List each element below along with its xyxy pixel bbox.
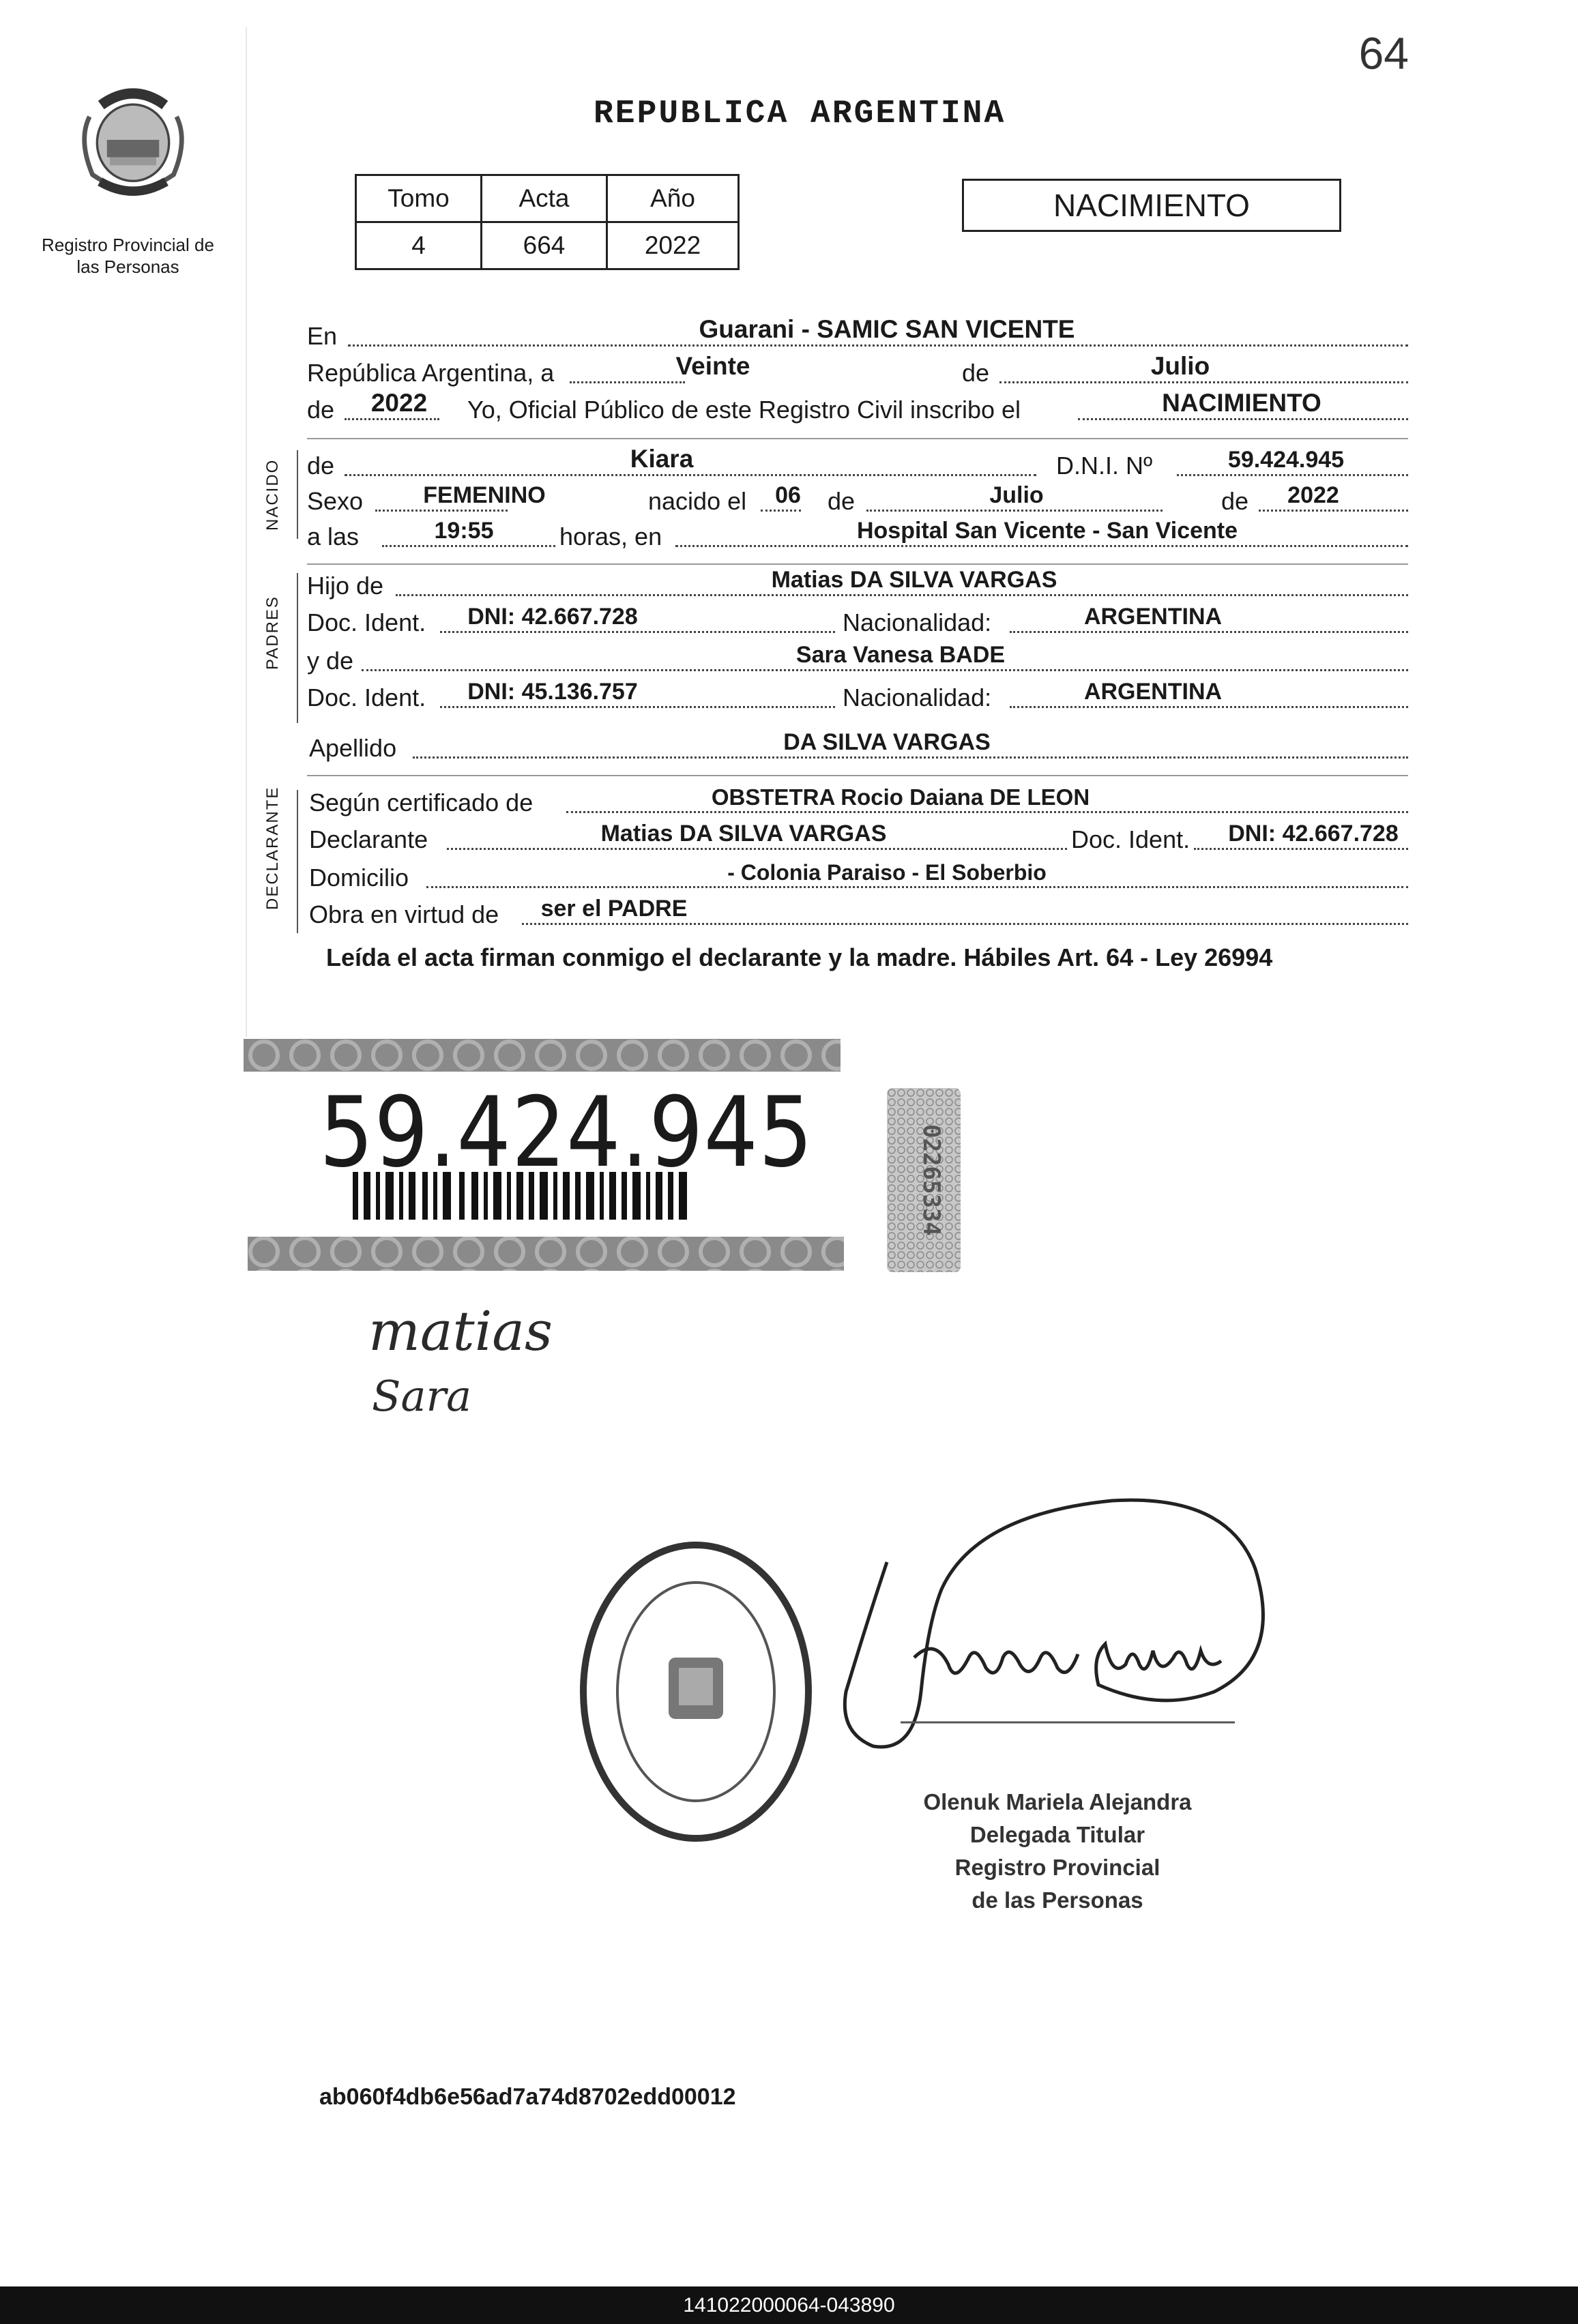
lugar-value: Guarani - SAMIC SAN VICENTE bbox=[699, 315, 1075, 343]
acto-value: NACIMIENTO bbox=[1162, 389, 1321, 417]
anio-value: 2022 bbox=[607, 222, 739, 269]
bottom-code-bar: 141022000064-043890 bbox=[0, 2286, 1578, 2324]
line-domicilio: Domicilio - Colonia Paraiso - El Soberbio bbox=[307, 862, 1408, 895]
mes-inscripcion: Julio bbox=[1150, 352, 1210, 380]
madre-value: Sara Vanesa BADE bbox=[795, 642, 1006, 668]
reference-table bbox=[355, 174, 740, 270]
madre-doc-value: DNI: 45.136.757 bbox=[467, 679, 638, 705]
registry-name: Registro Provincial de las Personas bbox=[42, 235, 214, 277]
mes-nacimiento: Julio bbox=[989, 482, 1044, 508]
closing-note: Leída el acta firman conmigo el declarante y la madre. Hábiles Art. 64 - Ley 26994 bbox=[326, 943, 1273, 971]
line-certificado: Según certificado de OBSTETRA Rocio Daiana DE LEON bbox=[307, 787, 1408, 820]
official-stamp bbox=[566, 1528, 825, 1855]
acta-value: 664 bbox=[482, 222, 607, 269]
hora-value: 19:55 bbox=[434, 518, 494, 544]
line-padre: Hijo de Matias DA SILVA VARGAS bbox=[307, 570, 1408, 603]
acta-header: Acta bbox=[482, 175, 607, 222]
domicilio-value: - Colonia Paraiso - El Soberbio bbox=[727, 860, 1047, 885]
dni-value: 59.424.945 bbox=[1227, 447, 1345, 473]
anio-inscripcion: 2022 bbox=[370, 389, 428, 417]
dia-inscripcion: Veinte bbox=[675, 352, 750, 380]
tomo-value: 4 bbox=[356, 222, 482, 269]
side-label-declarante: DECLARANTE bbox=[263, 786, 282, 910]
official-role: Delegada Titular bbox=[969, 1822, 1145, 1847]
document-title: REPUBLICA ARGENTINA bbox=[594, 95, 1006, 132]
obra-value: ser el PADRE bbox=[540, 896, 688, 922]
document-hash: ab060f4db6e56ad7a74d8702edd00012 bbox=[319, 2084, 736, 2110]
line-nombre: de Kiara D.N.I. Nº 59.424.945 bbox=[307, 450, 1408, 483]
document-type-box: NACIMIENTO bbox=[962, 179, 1341, 232]
line-madre: y de Sara Vanesa BADE bbox=[307, 645, 1408, 678]
padre-value: Matias DA SILVA VARGAS bbox=[771, 567, 1057, 593]
nombre-value: Kiara bbox=[630, 445, 694, 473]
official-office-2: de las Personas bbox=[971, 1887, 1143, 1913]
line-obra: Obra en virtud de ser el PADRE bbox=[307, 899, 1408, 932]
side-label-nacido: NACIDO bbox=[263, 458, 282, 531]
declarante-doc-value: DNI: 42.667.728 bbox=[1228, 821, 1399, 847]
padre-nacionalidad: ARGENTINA bbox=[1083, 604, 1223, 630]
side-label-padres: PADRES bbox=[263, 595, 282, 670]
province-seal-logo bbox=[55, 82, 211, 198]
line-hora: a las 19:55 horas, en Hospital San Vicente - San Vicente bbox=[307, 521, 1408, 554]
lugar-nacimiento: Hospital San Vicente - San Vicente bbox=[856, 518, 1238, 544]
line-republica: República Argentina, a Veinte de Julio bbox=[307, 357, 1408, 390]
line-apellido: Apellido DA SILVA VARGAS bbox=[307, 733, 1408, 765]
declarante-value: Matias DA SILVA VARGAS bbox=[600, 821, 887, 847]
line-declarante: Declarante Matias DA SILVA VARGAS Doc. Ident. DNI: 42.667.728 bbox=[307, 824, 1408, 857]
line-sexo: Sexo FEMENINO nacido el 06 de Julio de 2022 bbox=[307, 486, 1408, 518]
line-anio: de 2022 Yo, Oficial Público de este Registro Civil inscribo el NACIMIENTO bbox=[307, 394, 1408, 427]
official-name: Olenuk Mariela Alejandra bbox=[923, 1789, 1192, 1814]
line-en: En Guarani - SAMIC SAN VICENTE bbox=[307, 321, 1408, 353]
handwritten-sara: Sara bbox=[372, 1371, 472, 1421]
handwritten-matias: matias bbox=[368, 1299, 553, 1363]
line-padre-doc: Doc. Ident. DNI: 42.667.728 Nacionalidad: ARGENTINA bbox=[307, 607, 1408, 640]
padre-doc-value: DNI: 42.667.728 bbox=[467, 604, 638, 630]
page-number: 64 bbox=[1358, 28, 1409, 78]
hologram-seal bbox=[887, 1088, 961, 1272]
anio-header: Año bbox=[607, 175, 739, 222]
line-madre-doc: Doc. Ident. DNI: 45.136.757 Nacionalidad: ARGENTINA bbox=[307, 682, 1408, 715]
sticker-dni-number: 59.424.945 bbox=[319, 1076, 814, 1189]
tomo-header: Tomo bbox=[356, 175, 482, 222]
madre-nacionalidad: ARGENTINA bbox=[1083, 679, 1223, 705]
hologram-code: 02265334 bbox=[918, 1124, 945, 1236]
certificado-value: OBSTETRA Rocio Daiana DE LEON bbox=[711, 784, 1090, 810]
signature bbox=[805, 1487, 1283, 1787]
anio-nacimiento: 2022 bbox=[1287, 482, 1339, 508]
margin-line bbox=[246, 27, 247, 1037]
dia-nacimiento: 06 bbox=[775, 482, 801, 508]
official-office: Registro Provincial bbox=[954, 1855, 1160, 1880]
apellido-value: DA SILVA VARGAS bbox=[783, 729, 991, 755]
official-signature-block bbox=[880, 1786, 1235, 1917]
sexo-value: FEMENINO bbox=[423, 482, 546, 508]
